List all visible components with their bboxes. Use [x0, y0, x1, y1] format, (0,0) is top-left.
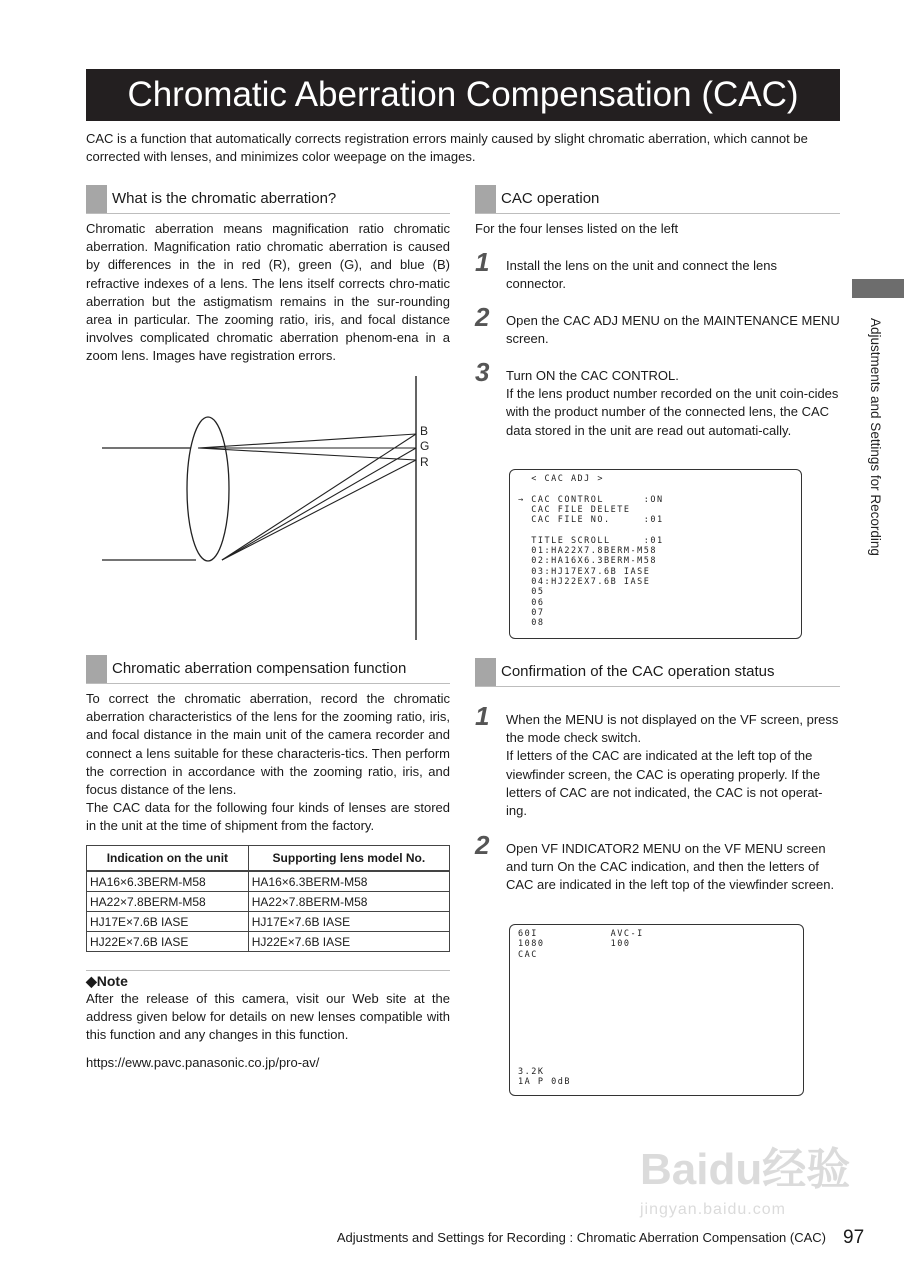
label-b: B	[420, 424, 429, 438]
screen-line: 60I AVC-I	[518, 929, 644, 939]
operation-step-2	[475, 302, 840, 348]
section-heading-cac-operation	[475, 185, 840, 214]
page-title: Chromatic Aberration Compensation (CAC)	[86, 69, 840, 121]
table-header-row	[87, 846, 450, 872]
confirmation-step-1	[475, 701, 840, 820]
table-cell: HJ17E×7.6B IASE	[248, 912, 449, 932]
chapter-side-label: Adjustments and Settings for Recording	[868, 318, 883, 556]
note-url-link[interactable]: https://eww.pavc.panasonic.co.jp/pro-av/	[86, 1055, 320, 1070]
heading-marker	[475, 185, 496, 213]
confirmation-step-2	[475, 830, 840, 895]
section-heading-confirmation	[475, 658, 840, 687]
watermark-sub: jingyan.baidu.com	[640, 1201, 786, 1218]
screen-line: → CAC CONTROL :ON	[518, 494, 664, 505]
section-heading-compensation	[86, 655, 450, 684]
screen-line	[518, 525, 801, 535]
section-heading-text: What is the chromatic aberration?	[112, 190, 337, 207]
step-number: 1	[475, 247, 490, 277]
screen-line: TITLE SCROLL :01	[518, 535, 664, 546]
label-g: G	[420, 439, 430, 453]
step-text: Open the CAC ADJ MENU on the MAINTENANCE MENU screen.	[506, 313, 840, 347]
table-cell: HJ17E×7.6B IASE	[87, 912, 249, 932]
screen-line: CAC FILE NO. :01	[518, 515, 664, 526]
step-number: 1	[475, 701, 490, 731]
table-cell: HA16×6.3BERM-M58	[87, 871, 249, 892]
screen-line: < CAC ADJ >	[518, 474, 605, 484]
step-number: 2	[475, 830, 490, 860]
heading-marker	[475, 658, 496, 686]
baidu-watermark	[640, 1140, 870, 1230]
cac-adj-menu-screen	[509, 469, 802, 639]
table-cell: HA16×6.3BERM-M58	[248, 871, 449, 892]
section-heading-what-is	[86, 185, 450, 214]
note-body: After the release of this camera, visit our Web site at the address given below for details on new lenses compatible with this function and any changes in this function.	[86, 991, 450, 1043]
aberration-description: Chromatic aberration means magnification ratio chromatic aberration. Magnification ratio chromatic aberration is caused by differences in the in red (R), green (G), and blue (B) refractive indexes of a lens. The lens itself corrects chro-matic aberration but the astigmatism remains in the sur-rounding area in particular. The zooming ratio, iris, and focal distance involves complicated chromatic aberration phenom-ena in a zoom lens. Images have registration errors.	[86, 221, 450, 364]
table-row	[87, 871, 450, 892]
watermark-main: Baidu经验	[640, 1145, 851, 1194]
screen-line: 01:HA22X7.8BERM-M58	[518, 546, 657, 557]
screen-line: 07	[518, 607, 545, 618]
viewfinder-bottom-info	[518, 1067, 571, 1088]
step-text: If the lens product number recorded on the unit coin-cides with the product number of the connected lens, the CAC data stored in the unit are read out automati-cally.	[506, 386, 839, 438]
step-text: Turn ON the CAC CONTROL.	[506, 368, 679, 383]
heading-marker	[86, 655, 107, 683]
step-text: If letters of the CAC are indicated at the left top of the viewfinder screen, the CAC is operating properly. If the letters of CAC are not indicated, the CAC is not operat-ing.	[506, 748, 823, 819]
screen-line	[518, 484, 801, 494]
table-header-lens-model: Supporting lens model No.	[248, 846, 449, 872]
intro-paragraph: CAC is a function that automatically corrects registration errors mainly caused by slight chromatic aberration, which cannot be corrected with lenses, and minimizes color weepage on the images.	[86, 131, 808, 164]
table-row	[87, 892, 450, 912]
operation-step-3	[475, 357, 840, 440]
compensation-description	[86, 690, 450, 836]
table-cell: HJ22E×7.6B IASE	[248, 932, 449, 952]
step-number: 3	[475, 357, 490, 387]
page-number: 97	[843, 1227, 865, 1248]
note-heading: ◆Note	[86, 973, 128, 989]
compensation-paragraph-1: To correct the chromatic aberration, record the chromatic aberration characteristics of the lens for the zooming ratio, iris, and focal distance in the main unit of the camera recorder and connect a lens suitable for these characteris-tics. Then perform the correction in accordance with the zooming ratio, iris, and focus distance of the lens.	[86, 691, 450, 798]
compensation-paragraph-2: The CAC data for the following four kinds of lenses are stored in the unit at the time of shipment from the factory.	[86, 800, 450, 834]
screen-line: 3.2K	[518, 1067, 545, 1077]
section-heading-text: Chromatic aberration compensation function	[112, 660, 407, 677]
screen-line: CAC FILE DELETE	[518, 504, 631, 515]
viewfinder-screen	[509, 924, 804, 1096]
step-text: Install the lens on the unit and connect the lens connector.	[506, 258, 778, 292]
section-heading-text: CAC operation	[501, 190, 600, 207]
page-footer: Adjustments and Settings for Recording : Chromatic Aberration Compensation (CAC)	[336, 1230, 826, 1245]
table-cell: HJ22E×7.6B IASE	[87, 932, 249, 952]
cac-operation-subtitle: For the four lenses listed on the left	[475, 221, 679, 236]
note-divider	[86, 970, 450, 971]
screen-line: 02:HA16X6.3BERM-M58	[518, 556, 657, 567]
table-row	[87, 912, 450, 932]
table-row	[87, 932, 450, 952]
table-header-indication: Indication on the unit	[87, 846, 249, 872]
viewfinder-top-info	[518, 929, 644, 960]
screen-line: 08	[518, 618, 545, 629]
refracted-rays	[198, 434, 416, 560]
screen-line: 1A P 0dB	[518, 1077, 571, 1088]
screen-line: 04:HJ22EX7.6B IASE	[518, 576, 651, 587]
section-heading-text: Confirmation of the CAC operation status	[501, 663, 775, 680]
step-text: Open VF INDICATOR2 MENU on the VF MENU screen and turn On the CAC indication, and then the letters of CAC are indicated in the left top of the viewfinder screen.	[506, 841, 835, 893]
lens-ellipse	[187, 417, 229, 561]
operation-step-1	[475, 247, 840, 293]
chapter-tab-marker	[852, 279, 904, 298]
lens-table	[86, 845, 450, 952]
step-number: 2	[475, 302, 490, 332]
screen-line: 06	[518, 597, 545, 608]
lens-diagram	[86, 372, 450, 644]
heading-marker	[86, 185, 107, 213]
screen-line: 1080 100	[518, 939, 631, 950]
step-text: When the MENU is not displayed on the VF screen, press the mode check switch.	[506, 712, 839, 746]
screen-line: CAC	[518, 949, 538, 960]
table-cell: HA22×7.8BERM-M58	[87, 892, 249, 912]
screen-line: 03:HJ17EX7.6B IASE	[518, 566, 651, 577]
label-r: R	[420, 455, 429, 469]
screen-line: 05	[518, 587, 545, 598]
table-cell: HA22×7.8BERM-M58	[248, 892, 449, 912]
